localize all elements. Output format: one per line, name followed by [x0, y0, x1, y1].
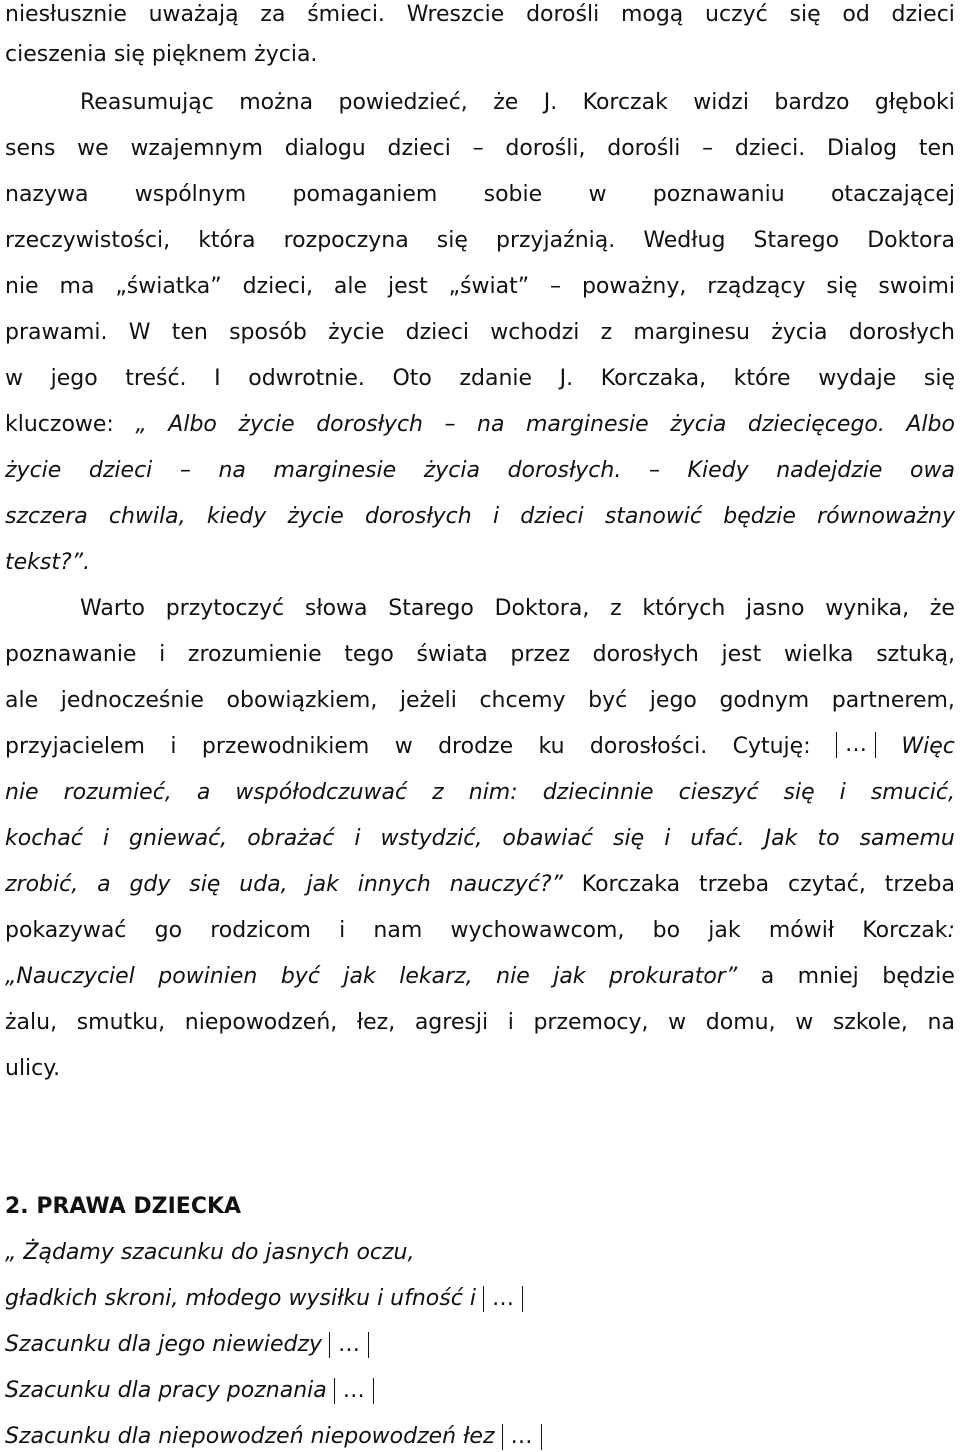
- ellipsis-box: …: [334, 1378, 374, 1404]
- paragraph-2-line-3: nazywa wspólnym pomaganiem sobie w poznawaniu otaczającej: [5, 182, 955, 207]
- poem-line-2-text: gładkich skroni, młodego wysiłku i ufność i: [5, 1286, 476, 1311]
- ellipsis-box: …: [836, 732, 876, 758]
- paragraph-3-line-1: Warto przytoczyć słowa Starego Doktora, z których jasno wynika, że: [80, 596, 955, 621]
- paragraph-3-line-4: przyjacielem i przewodnikiem w drodze ku dorosłości. Cytuję: … Więc: [5, 732, 955, 759]
- ellipsis-box: …: [502, 1424, 542, 1450]
- paragraph-3-line-7: zrobić, a gdy się uda, jak innych nauczyć?” Korczaka trzeba czytać, trzeba: [5, 872, 955, 897]
- paragraph-3-line-6: kochać i gniewać, obrażać i wstydzić, obawiać się i ufać. Jak to samemu: [5, 826, 955, 851]
- ellipsis-box: …: [483, 1286, 523, 1312]
- paragraph-3-line-5: nie rozumieć, a współodczuwać z nim: dziecinnie cieszyć się i smucić,: [5, 780, 955, 805]
- paragraph-3-line-11: ulicy.: [5, 1056, 61, 1081]
- paragraph-2-line-11: tekst?”.: [5, 550, 91, 575]
- section-heading: 2. PRAWA DZIECKA: [5, 1194, 242, 1219]
- paragraph-2-line-4: rzeczywistości, która rozpoczyna się przyjaźnią. Według Starego Doktora: [5, 228, 955, 253]
- paragraph-2-line-7: w jego treść. I odwrotnie. Oto zdanie J. Korczaka, które wydaje się: [5, 366, 955, 391]
- paragraph-2-line-6: prawami. W ten sposób życie dzieci wchodzi z marginesu życia dorosłych: [5, 320, 955, 345]
- paragraph-2-line-10: szczera chwila, kiedy życie dorosłych i dzieci stanowić będzie równoważny: [5, 504, 955, 529]
- poem-line-3: [5, 1330, 369, 1360]
- poem-line-3-text: Szacunku dla jego niewiedzy: [5, 1332, 323, 1357]
- paragraph-3-line-9: „Nauczyciel powinien być jak lekarz, nie jak prokurator” a mniej będzie: [5, 964, 955, 989]
- paragraph-1-line-1: niesłusznie uważają za śmieci. Wreszcie dorośli mogą uczyć się od dzieci: [5, 2, 955, 27]
- poem-line-4-text: Szacunku dla pracy poznania: [5, 1378, 327, 1403]
- paragraph-2-line-9: życie dzieci – na marginesie życia dorosłych. – Kiedy nadejdzie owa: [5, 458, 955, 483]
- poem-line-5: [5, 1422, 542, 1452]
- ellipsis-box: …: [329, 1332, 369, 1358]
- paragraph-3-line-8: pokazywać go rodzicom i nam wychowawcom, bo jak mówił Korczak:: [5, 918, 955, 943]
- paragraph-1-line-2: cieszenia się pięknem życia.: [5, 42, 318, 67]
- paragraph-3-line-2: poznawanie i zrozumienie tego świata przez dorosłych jest wielka sztuką,: [5, 642, 955, 667]
- poem-line-1: „ Żądamy szacunku do jasnych oczu,: [5, 1240, 415, 1265]
- poem-line-2: [5, 1284, 523, 1314]
- paragraph-3-line-3: ale jednocześnie obowiązkiem, jeżeli chcemy być jego godnym partnerem,: [5, 688, 955, 713]
- paragraph-3-line-10: żalu, smutku, niepowodzeń, łez, agresji i przemocy, w domu, w szkole, na: [5, 1010, 955, 1035]
- paragraph-2-line-2: sens we wzajemnym dialogu dzieci – dorośli, dorośli – dzieci. Dialog ten: [5, 136, 955, 161]
- paragraph-2-line-8: kluczowe: „ Albo życie dorosłych – na marginesie życia dziecięcego. Albo: [5, 412, 955, 437]
- paragraph-2-line-5: nie ma „światka” dzieci, ale jest „świat” – poważny, rządzący się swoimi: [5, 274, 955, 299]
- paragraph-2-line-1: Reasumując można powiedzieć, że J. Korczak widzi bardzo głęboki: [80, 90, 955, 115]
- poem-line-4: [5, 1376, 374, 1406]
- poem-line-5-text: Szacunku dla niepowodzeń niepowodzeń łez: [5, 1424, 495, 1449]
